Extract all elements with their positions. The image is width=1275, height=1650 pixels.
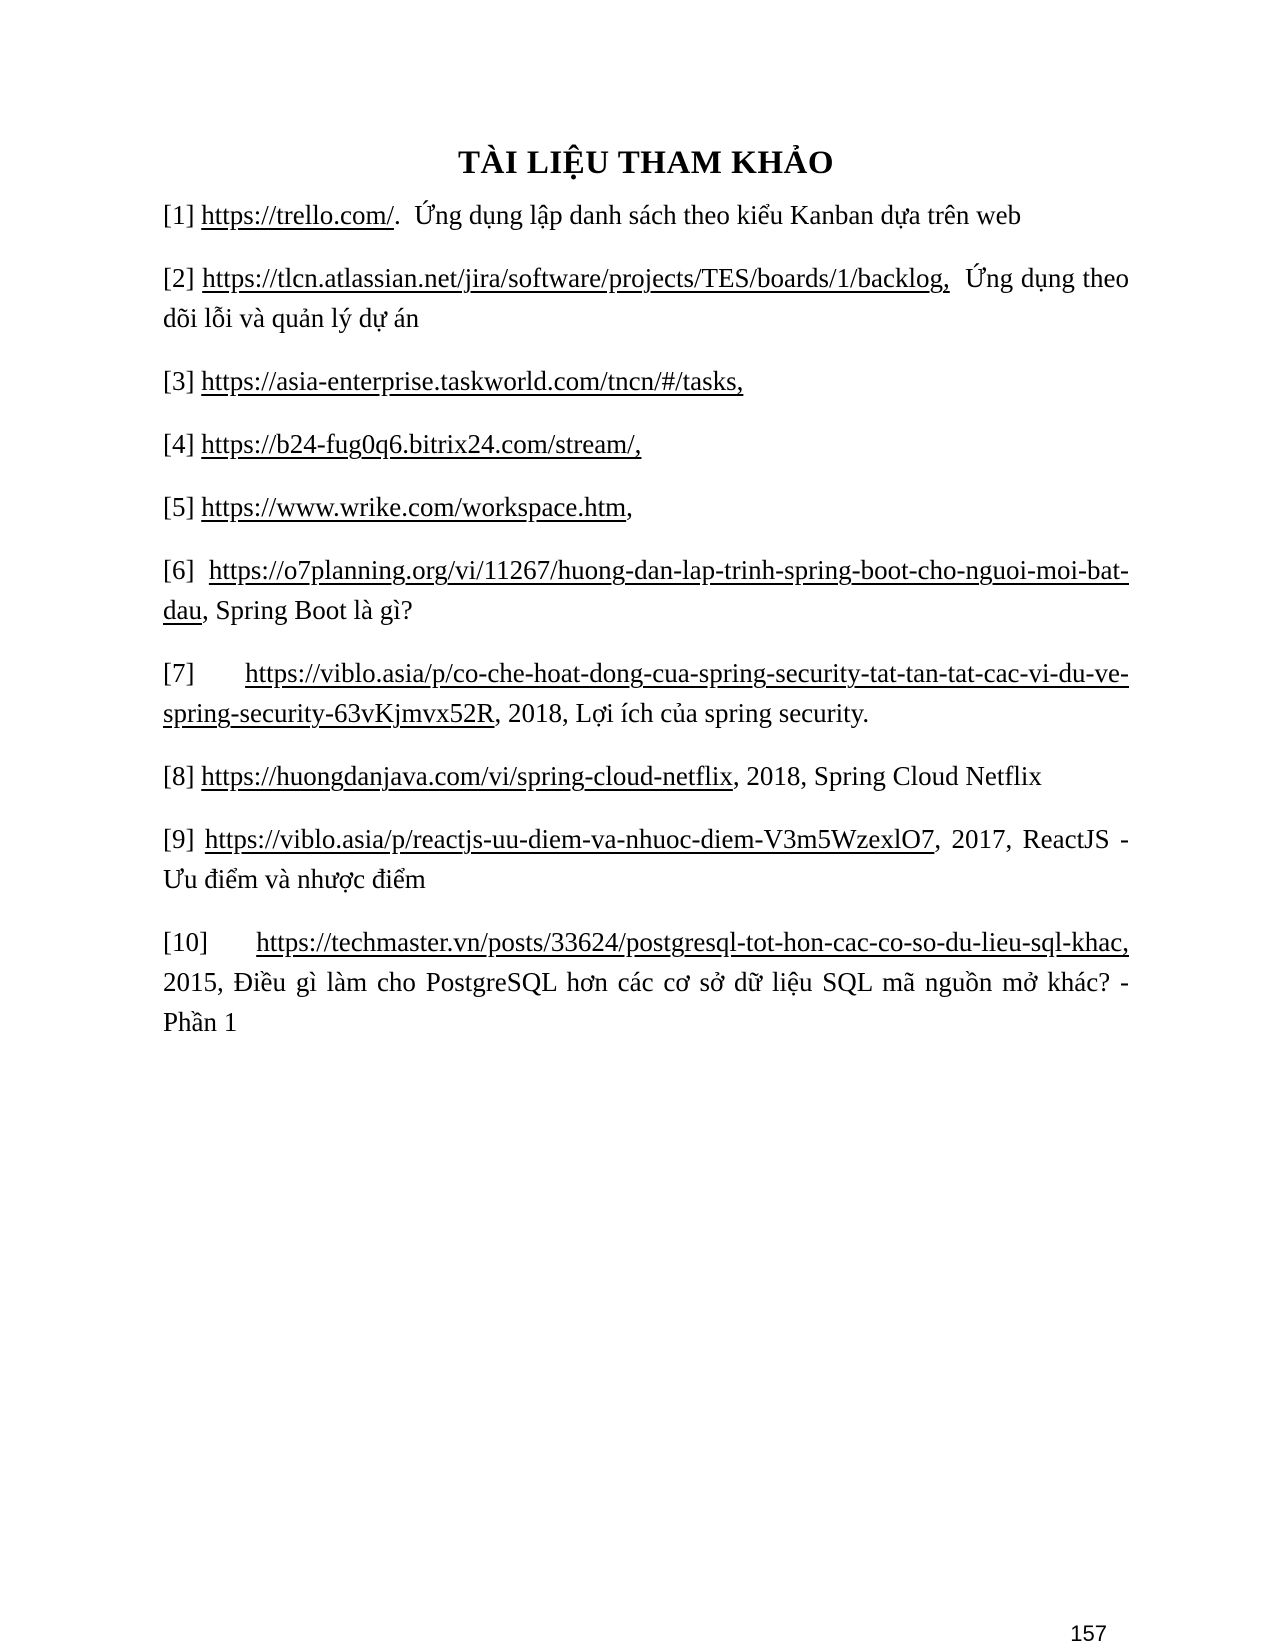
reference-text: , 2017, ReactJS - Ưu điểm và nhược điểm [163, 824, 1129, 894]
reference-item [163, 424, 1129, 464]
reference-link[interactable]: https://www.wrike.com/workspace.htm [201, 492, 627, 522]
reference-text: , 2018, Lợi ích của spring security. [494, 698, 870, 728]
reference-link[interactable]: https://trello.com/ [201, 200, 394, 230]
reference-number: [5] [163, 492, 195, 522]
reference-item [163, 258, 1129, 338]
page-number: 157 [1070, 1621, 1107, 1646]
reference-text: , 2018, Spring Cloud Netflix [732, 761, 1042, 791]
reference-text: , Spring Boot là gì? [201, 595, 413, 625]
reference-link[interactable]: https://viblo.asia/p/co-che-hoat-dong-cua-spring-security-tat-tan-tat-cac-vi-du-ve-spring-security-63vKjmvx52R [163, 658, 1129, 728]
reference-number: [3] [163, 366, 195, 396]
reference-item [163, 550, 1129, 630]
reference-text: Ứng dụng theo dõi lỗi và quản lý dự án [163, 263, 1129, 333]
reference-number: [7] [163, 658, 195, 688]
reference-item [163, 756, 1129, 796]
reference-link[interactable]: https://tlcn.atlassian.net/jira/software/projects/TES/boards/1/backlog, [202, 263, 950, 293]
reference-item [163, 653, 1129, 733]
reference-link[interactable]: https://viblo.asia/p/reactjs-uu-diem-va-nhuoc-diem-V3m5WzexlO7 [204, 824, 935, 854]
reference-number: [8] [163, 761, 195, 791]
reference-text: , [626, 492, 633, 522]
reference-item [163, 195, 1129, 235]
reference-text: . Ứng dụng lập danh sách theo kiểu Kanban dựa trên web [393, 200, 1022, 230]
page-title: TÀI LIỆU THAM KHẢO [457, 145, 835, 181]
reference-link[interactable]: https://asia-enterprise.taskworld.com/tncn/#/tasks, [201, 366, 744, 396]
reference-text: 2015, Điều gì làm cho PostgreSQL hơn các cơ sở dữ liệu SQL mã nguồn mở khác? - Phần 1 [163, 967, 1129, 1037]
reference-item [163, 819, 1129, 899]
reference-link[interactable]: https://techmaster.vn/posts/33624/postgresql-tot-hon-cac-co-so-du-lieu-sql-khac, [256, 927, 1129, 957]
reference-item [163, 922, 1129, 1042]
reference-number: [9] [163, 824, 195, 854]
reference-link[interactable]: https://b24-fug0q6.bitrix24.com/stream/, [201, 429, 642, 459]
reference-number: [10] [163, 927, 208, 957]
reference-link[interactable]: https://o7planning.org/vi/11267/huong-dan-lap-trinh-spring-boot-cho-nguoi-moi-bat-dau [163, 555, 1129, 625]
reference-number: [2] [163, 263, 195, 293]
reference-item [163, 361, 1129, 401]
reference-number: [6] [163, 555, 195, 585]
reference-number: [1] [163, 200, 195, 230]
reference-item [163, 487, 1129, 527]
reference-number: [4] [163, 429, 195, 459]
reference-link[interactable]: https://huongdanjava.com/vi/spring-cloud-netflix [201, 761, 733, 791]
